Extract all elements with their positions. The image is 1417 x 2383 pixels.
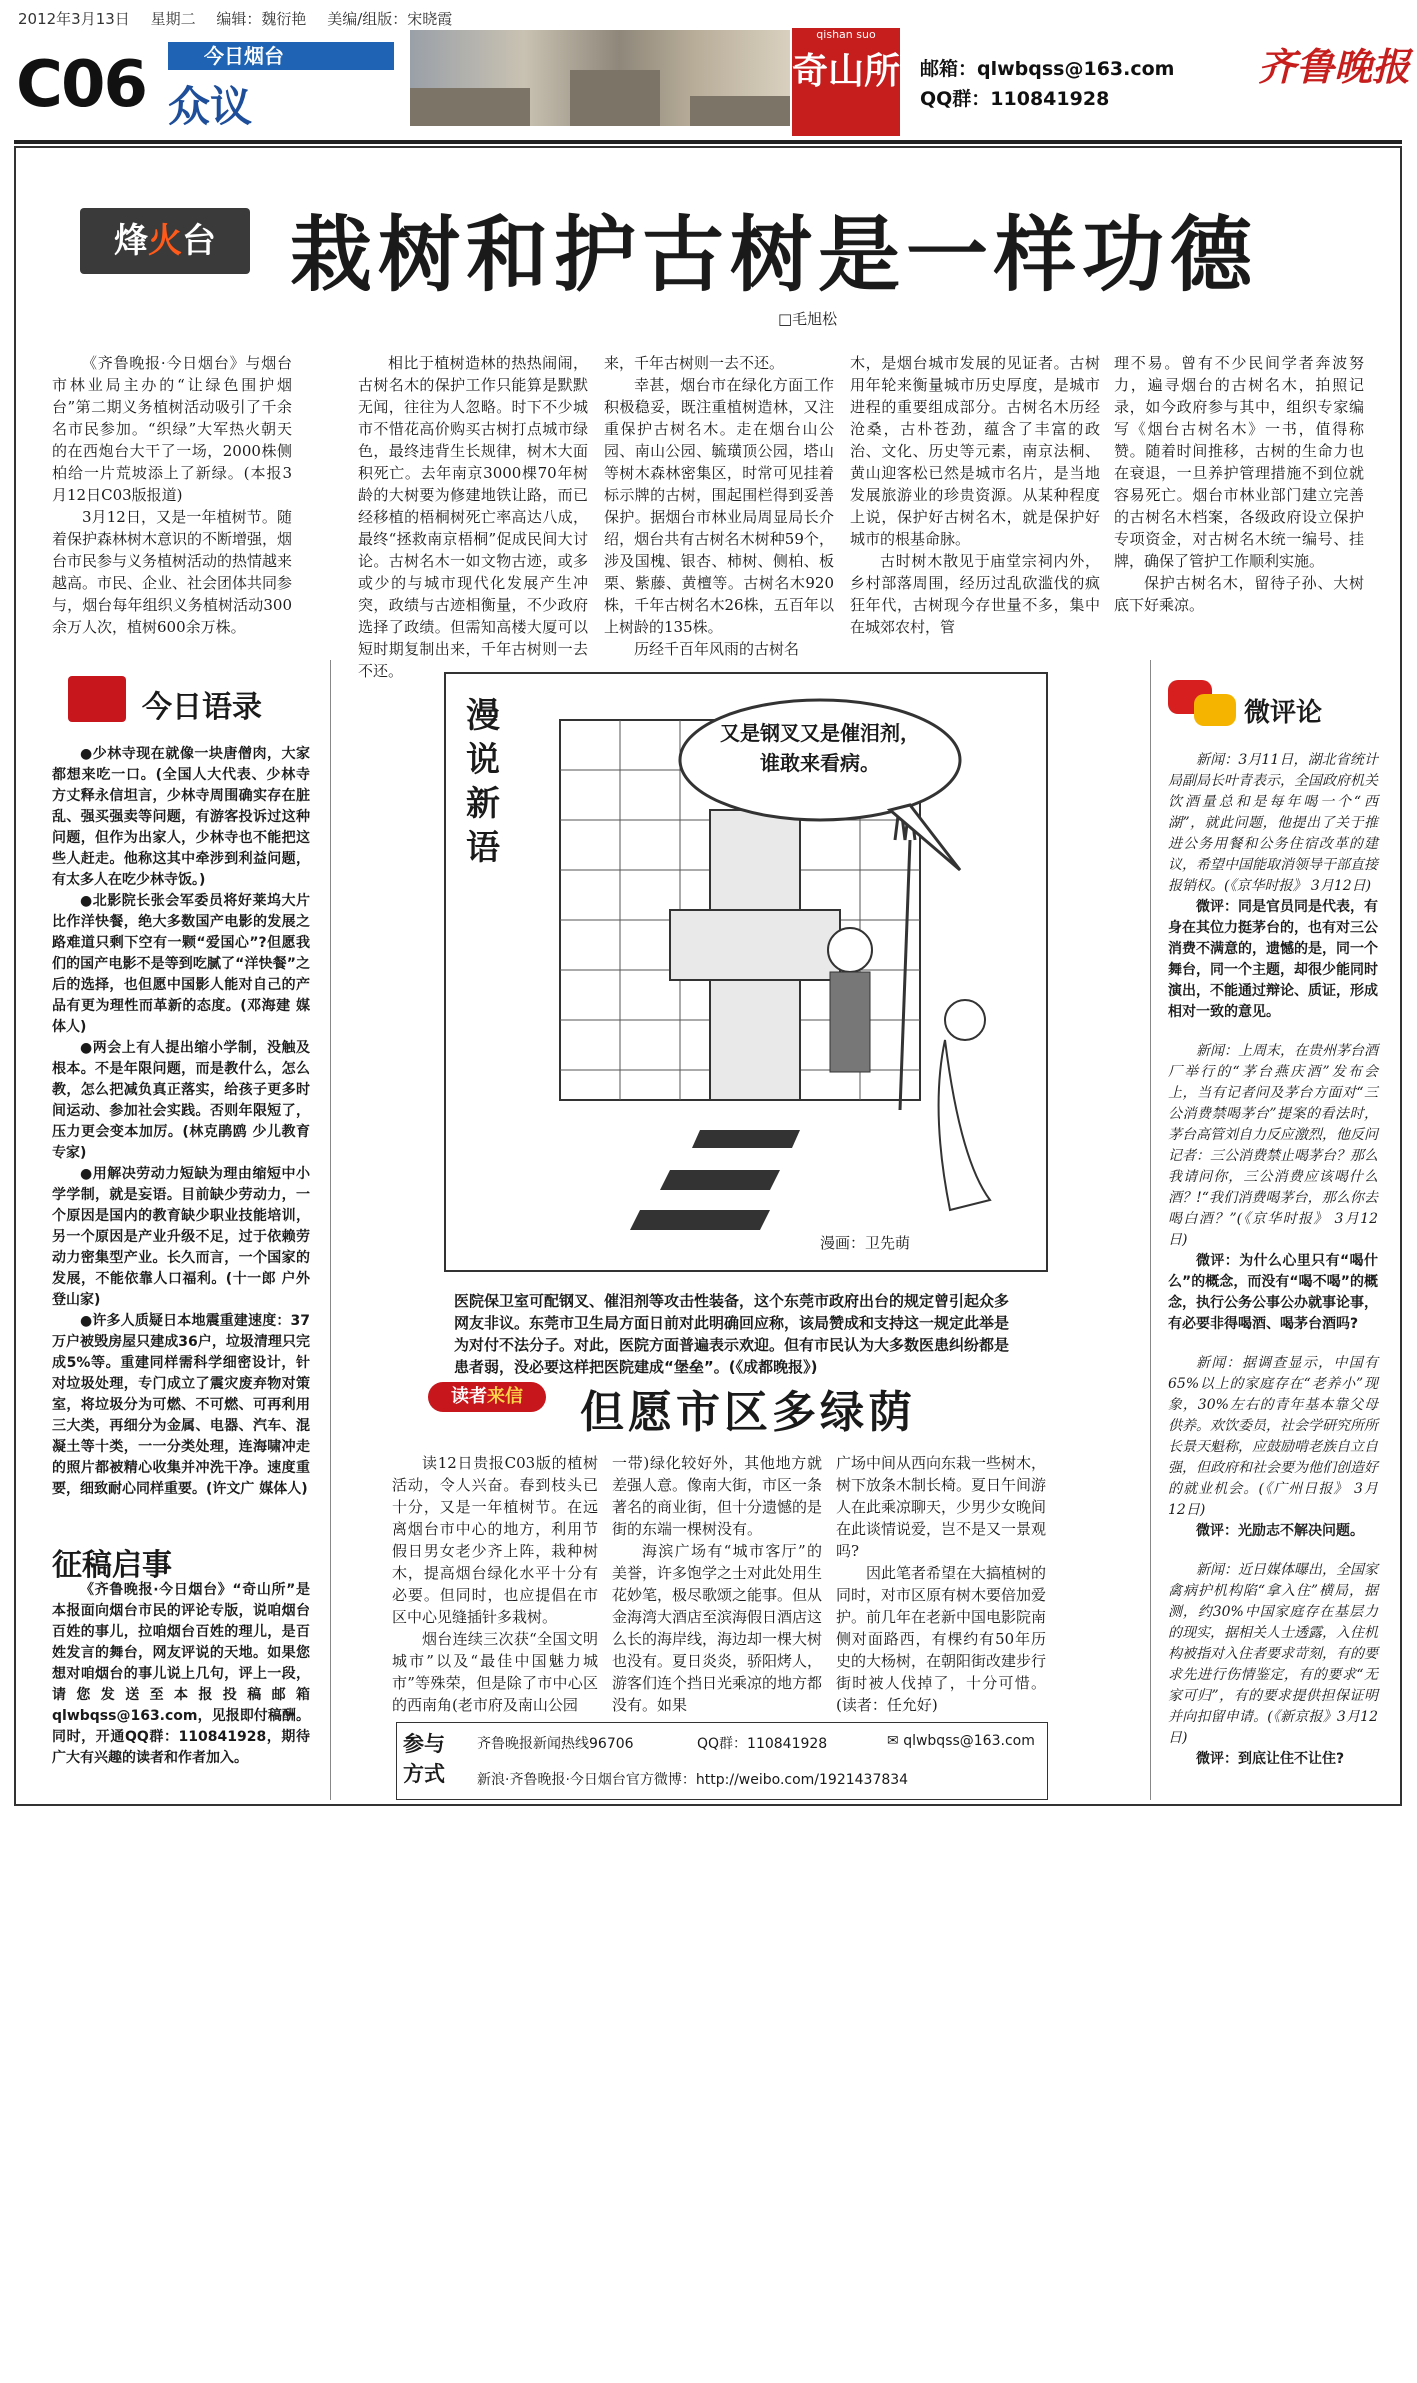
paragraph: 理不易。曾有不少民间学者奔波努力，遍寻烟台的古树名木，拍照记录，如今政府参与其中，组织专家编写《烟台古树名木》一书，值得称赞。随着时间推移，古树的生命力也在衰退，一旦养护管理措施不到位就容易死亡。烟台市林业部门建立完善的古树名木档案，各级政府设立保护专项资金，对古树名木统一编号、挂牌，确保了管护工作顺利实施。 — [1114, 354, 1364, 570]
reader-column-1 — [392, 1452, 598, 1716]
reader-column-2 — [612, 1452, 822, 1716]
participation-qq: QQ群：110841928 — [697, 1736, 828, 1752]
column-pinyin: qishan suo — [816, 28, 876, 41]
paragraph: 《齐鲁晚报·今日烟台》与烟台市林业局主办的“让绿色围护烟台”第二期义务植树活动吸引了千余名市民参加。“织绿”大军热火朝天的在西炮台大干了一场，2000株侧柏给一片荒坡添上了新绿。(本报3月12日C03版报道) — [52, 354, 292, 504]
logo-char-a: 烽 — [114, 221, 148, 261]
paragraph: 3月12日，又是一年植树节。随着保护森林树木意识的不断增强，烟台市民参与义务植树活动的热情越来越高。市民、企业、社会团体共同参与，烟台每年组织义务植树活动300余万人次，植树600余万株。 — [52, 508, 293, 636]
paragraph: 广场中间从西向东栽一些树木，树下放条木制长椅。夏日午间游人在此乘凉聊天，少男少女晚间在此谈情说爱，岂不是又一景观吗? — [836, 1454, 1047, 1560]
paragraph: 读12日贵报C03版的植树活动，令人兴奋。春到枝头已十分，又是一年植树节。在远离烟台市中心的地方，利用节假日男女老少齐上阵，栽种树木，提高烟台绿化水平十分有必要。但同时，也应提倡在市区中心见缝插针多栽树。 — [392, 1454, 598, 1626]
badge-text-a: 读者 — [451, 1386, 487, 1407]
paragraph: 历经千百年风雨的古树名 — [634, 640, 800, 658]
quote-item: ●用解决劳动力短缺为理由缩短中小学学制，就是妄语。目前缺少劳动力，一个原因是国内的教育缺少职业技能培训，另一个原因是产业升级不足，过于依赖劳动力密集型产业。长久而言，一个国家的发展，不能依靠人口福利。(十一郎 户外登山家) — [52, 1166, 310, 1308]
photo-step-shape — [690, 96, 790, 126]
column-name: 奇山所 — [792, 51, 901, 92]
weibo-comment: 微评：到底让住不让住? — [1196, 1751, 1345, 1767]
participation-weibo: 新浪·齐鲁晚报·今日烟台官方微博：http://weibo.com/1921437834 — [477, 1772, 909, 1788]
column-divider — [1150, 660, 1151, 1800]
photo-roof-shape — [570, 70, 660, 126]
lead-column-1 — [52, 352, 292, 638]
call-text: 《齐鲁晚报·今日烟台》“奇山所”是本报面向烟台市民的评论专版，说咱烟台百姓的事儿，拉咱烟台百姓的理儿，是百姓发言的舞台，网友评说的天地。如果您想对咱烟台的事儿说上几句，评上一段，请您发送至本报投稿邮箱qlwbqss@163.com，见报即付稿酬。同时，开通QQ群：110841928，期待广大有兴趣的读者和作者加入。 — [52, 1582, 310, 1766]
paragraph: 木，是烟台城市发展的见证者。古树用年轮来衡量城市历史厚度，是城市进程的重要组成部分。古树名木历经沧桑，古朴苍劲，蕴含了丰富的政治、文化、历史等元素，南京法桐、黄山迎客松已然是城市名片，是当地发展旅游业的珍贵资源。从某种程度上说，保护好古树名木，就是保护好城市的根基命脉。 — [850, 354, 1100, 548]
weibo-list — [1168, 750, 1378, 1770]
lead-column-3 — [604, 352, 834, 660]
cartoon-speech-bubble: 又是钢叉又是催泪剂，谁敢来看病。 — [720, 721, 920, 775]
speech-bubbles-icon — [1168, 680, 1238, 730]
call-title: 征稿启事 — [52, 1548, 172, 1583]
quotes-list — [52, 744, 310, 1500]
weibo-news: 新闻：上周末，在贵州茅台酒厂举行的“茅台燕庆酒”发布会上，当有记者问及茅台方面对“三公消费禁喝茅台”提案的看法时，茅台高管刘自力反应激烈，他反问记者：三公消费禁止喝茅台？那么我请问你，三公消费应该喝什么酒？!“我们消费喝茅台，那么你去喝白酒？”(《京华时报》 3月12日) — [1168, 1043, 1378, 1248]
contact-block — [920, 54, 1174, 114]
reader-headline: 但愿市区多绿荫 — [580, 1387, 916, 1438]
participation-label: 参与方式 — [403, 1732, 445, 1786]
quote-item: ●北影院长张会军委员将好莱坞大片比作洋快餐，绝大多数国产电影的发展之路难道只剩下空有一颗“爱国心”?但愿我们的国产电影不是等到吃腻了“洋快餐”之后的选择，也但愿中国影人能对自己的产品有更为理性而革新的态度。(邓海建 媒体人) — [52, 893, 310, 1035]
lead-column-2 — [358, 352, 588, 682]
cartoon-credit: 漫画：卫先萌 — [820, 1234, 911, 1252]
call-text-block — [52, 1580, 310, 1769]
logo-char-c: 台 — [182, 221, 216, 261]
participation-email — [887, 1733, 1035, 1749]
paper-logo: 齐鲁晚报 — [1258, 44, 1411, 89]
paragraph: 保护古树名木，留待子孙、大树底下好乘凉。 — [1114, 574, 1364, 614]
participation-email-text: qlwbqss@163.com — [903, 1733, 1035, 1749]
weibo-title: 微评论 — [1244, 698, 1323, 728]
reader-letter-badge — [428, 1376, 546, 1420]
paragraph: 幸甚，烟台市在绿化方面工作积极稳妥，既注重植树造林，又注重保护古树名木。走在烟台山公园、南山公园、毓璜顶公园，塔山等树木森林密集区，时常可见挂着标示牌的古树，围起围栏得到妥善保护。据烟台市林业局周显局长介绍，烟台共有古树名木树种59个，涉及国槐、银杏、柿树、侧柏、板栗、紫藤、黄檀等。古树名木920株，千年古树名木26株，五百年以上树龄的135株。 — [604, 376, 834, 636]
quote-item: ●少林寺现在就像一块唐僧肉，大家都想来吃一口。(全国人大代表、少林寺方丈释永信坦言，少林寺周围确实存在脏乱、强买强卖等问题，有游客投诉过这种问题，但作为出家人，少林寺也不能把这些人赶走。他称这其中牵涉到利益问题，有太多人在吃少林寺饭。) — [52, 746, 310, 888]
lead-column-5 — [1114, 352, 1364, 616]
badge-text-b: 来信 — [487, 1386, 523, 1407]
column-seal — [792, 28, 900, 136]
weibo-news: 新闻：3月11日，湖北省统计局副局长叶青表示，全国政府机关饮酒量总和是每年喝一个“西湖”，就此问题，他提出了关于推进公务用餐和公务住宿改革的建议，希望中国能取消领导干部直接报销权。(《京华时报》 3月12日) — [1168, 752, 1378, 894]
cartoon-label: 漫说新语 — [466, 696, 500, 868]
fenghuotai-logo — [80, 208, 250, 274]
contact-email: 邮箱：qlwbqss@163.com — [920, 58, 1175, 80]
contact-qq: QQ群：110841928 — [920, 88, 1110, 110]
designer-credit: 美编/组版：宋晓霞 — [327, 10, 453, 28]
paragraph: 一带)绿化较好外，其他地方就差强人意。像南大街，市区一条著名的商业街，但十分遗憾的是街的东端一棵树没有。 — [612, 1454, 823, 1538]
cartoon-caption: 医院保卫室可配钢叉、催泪剂等攻击性装备，这个东莞市政府出台的规定曾引起众多网友非议。东莞市卫生局方面日前对此明确回应称，该局赞成和支持这一规定此举是为对付不法分子。对此，医院方面普遍表示欢迎。但有市民认为大多数医患纠纷都是患者弱，没必要这样把医院建成“堡垒”。(《成都晚报》) — [454, 1292, 1010, 1376]
quotes-title: 今日语录 — [142, 690, 262, 725]
participation-box — [396, 1722, 1048, 1800]
email-icon: ✉ — [887, 1733, 899, 1749]
column-divider — [330, 660, 331, 1800]
participation-sms: 齐鲁晚报新闻热线96706 — [477, 1736, 634, 1752]
quote-item: ●许多人质疑日本地震重建速度：37万户被毁房屋只建成36户，垃圾清理只完成5%等。重建同样需科学细密设计，针对垃圾处理，专门成立了震灾废弃物对策室，将垃圾分为可燃、不可燃、可再利用三大类，再细分为金属、电器、汽车、混凝土等十类，一一分类处理，连海啸冲走的照片都被精心收集并冲洗干净。速度重要，细致耐心同样重要。(许文广 媒体人) — [52, 1313, 310, 1497]
header-street-photo — [410, 30, 790, 126]
page-number: C06 — [16, 48, 147, 122]
paragraph: 因此笔者希望在大搞植树的同时，对市区原有树木要倍加爱护。前几年在老新中国电影院南侧对面路西，有棵约有50年历史的大杨树，在朝阳街改建步行街时被人伐掉了，十分可惜。(读者：任允好) — [836, 1564, 1047, 1714]
paragraph: 海滨广场有“城市客厅”的美誉，许多饱学之士对此处用生花妙笔，极尽歌颂之能事。但从金海湾大酒店至滨海假日酒店这么长的海岸线，海边却一棵大树也没有。夏日炎炎，骄阳烤人，游客们连个挡日光乘凉的地方都没有。如果 — [612, 1542, 823, 1714]
reader-column-3 — [836, 1452, 1046, 1716]
paragraph: 古时树木散见于庙堂宗祠内外，乡村部落周围，经历过乱砍滥伐的疯狂年代，古树现今存世量不多，集中在城郊农村，管 — [850, 552, 1100, 636]
photo-wall-shape — [410, 88, 530, 126]
weibo-news: 新闻：据调查显示，中国有65%以上的家庭存在“老养小”现象，30%左右的青年基本靠父母供养。欢饮委员，社会学研究所所长景天魁称，应鼓励啃老族自立自强，但政府和社会要为他们创造好的就业机会。(《广州日报》 3月12日) — [1168, 1355, 1378, 1518]
weibo-news: 新闻：近日媒体曝出，全国家禽病护机构陷“拿入住”横局，据测，约30%中国家庭存在基层力的现实，据相关人士透露，入住机构被指对入住者要求苛刻，有的要求先进行伤情鉴定，有的要求“无家可归”，有的要求提供担保证明并向扣留申请。(《新京报》3月12日) — [1168, 1562, 1378, 1746]
lead-headline: 栽树和护古树是一样功德 — [290, 208, 1259, 303]
section-top-label: 今日烟台 — [168, 42, 394, 70]
editor-credit: 编辑：魏衍艳 — [216, 10, 307, 28]
paragraph: 烟台连续三次获“全国文明城市”以及“最佳中国魅力城市”等殊荣，但是除了市中心区的西南角(老市府及南山公园 — [392, 1630, 598, 1714]
lead-byline: □毛旭松 — [778, 310, 838, 328]
weibo-comment: 微评：同是官员同是代表，有身在其位力挺茅台的，也有对三公消费不满意的，遗憾的是，同一个舞台，同一个主题，却很少能同时演出，不能通过辩论、质证，形成相对一致的意见。 — [1168, 899, 1378, 1020]
quote-item: ●两会上有人提出缩小学制，没触及根本。不是年限问题，而是教什么，怎么教，怎么把减负真正落实，给孩子更多时间运动、参加社会实践。否则年限短了，压力更会变本加厉。(林克鹃鸥 少儿教育专家) — [52, 1040, 310, 1161]
weibo-comment: 微评：光励志不解决问题。 — [1196, 1523, 1364, 1539]
paragraph: 相比于植树造林的热热闹闹，古树名木的保护工作只能算是默默无闻，往往为人忽略。时下不少城市不惜花高价购买古树打点城市绿色，最终违背生长规律，树木大面积死亡。去年南京3000棵70年树龄的大树要为修建地铁让路，而已经移植的梧桐树死亡率高达八成，最终“拯救南京梧桐”促成民间大讨论。古树名木一如文物古迹，或多或少的与城市现代化发展产生冲突，政绩与古迹相衡量，不少政府选择了政绩。但需知高楼大厦可以短时期复制出来，千年古树则一去不还。 — [358, 354, 588, 680]
issue-date: 2012年3月13日 — [18, 10, 130, 28]
book-icon — [68, 676, 126, 722]
section-title: 众议 — [168, 82, 253, 131]
lead-column-4 — [850, 352, 1100, 638]
weibo-comment: 微评：为什么心里只有“喝什么”的概念，而没有“喝不喝”的概念，执行公务公事公办就事论事，有必要非得喝酒、喝茅台酒吗? — [1168, 1253, 1378, 1332]
masthead-rule — [14, 140, 1402, 144]
issue-weekday: 星期二 — [150, 10, 196, 28]
logo-char-b: 火 — [148, 221, 182, 261]
page-meta — [18, 8, 468, 29]
paragraph: 来，千年古树则一去不还。 — [604, 354, 785, 372]
